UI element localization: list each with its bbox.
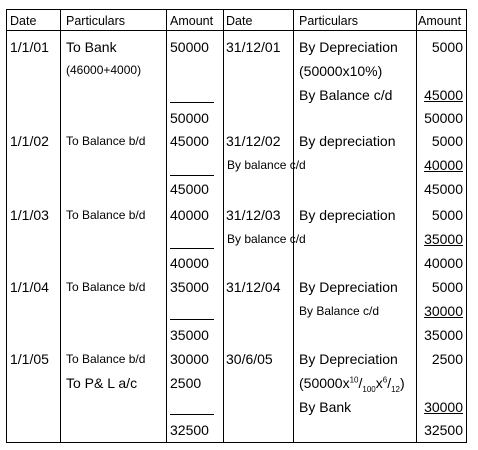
credit-total: 40000 — [424, 255, 463, 271]
debit-particulars: To Balance b/d — [66, 352, 146, 366]
total-rule — [170, 248, 214, 249]
credit-date: 31/12/04 — [226, 279, 281, 295]
formula-denominator: 100 — [362, 384, 376, 394]
formula-open: (50000x — [299, 375, 350, 391]
credit-date: 31/12/03 — [226, 207, 281, 223]
debit-amount: 35000 — [170, 279, 209, 295]
credit-particulars: By Bank — [299, 399, 352, 415]
debit-date: 1/1/02 — [10, 133, 49, 149]
formula-numerator: 6 — [382, 375, 388, 385]
formula-numerator: 10 — [349, 375, 359, 385]
credit-total: 50000 — [424, 110, 463, 126]
credit-total: 45000 — [424, 181, 463, 197]
credit-amount: 5000 — [431, 39, 463, 55]
debit-particulars: To Bank — [66, 39, 117, 55]
debit-date: 1/1/01 — [10, 39, 49, 55]
column-divider — [166, 10, 167, 442]
credit-particulars: By balance c/d — [227, 158, 306, 172]
debit-total: 35000 — [170, 327, 209, 343]
column-divider — [223, 10, 224, 442]
credit-date: 31/12/01 — [226, 39, 281, 55]
debit-total: 50000 — [170, 110, 209, 126]
credit-amount: 30000 — [424, 399, 463, 415]
credit-amount: 5000 — [431, 133, 463, 149]
debit-date: 1/1/03 — [10, 207, 49, 223]
credit-amount: 2500 — [431, 351, 463, 367]
credit-total: 35000 — [424, 327, 463, 343]
debit-amount: 45000 — [170, 133, 209, 149]
credit-date: 30/6/05 — [226, 351, 273, 367]
credit-amount: 5000 — [431, 207, 463, 223]
total-rule — [170, 175, 214, 176]
debit-total: 45000 — [170, 181, 209, 197]
credit-particulars: By depreciation — [299, 133, 396, 149]
credit-particulars: By Depreciation — [299, 39, 398, 55]
header-rule — [7, 30, 466, 31]
credit-amount: 30000 — [424, 303, 463, 319]
credit-particulars: By depreciation — [299, 207, 396, 223]
debit-total: 40000 — [170, 255, 209, 271]
formula-slash: / — [387, 375, 392, 391]
debit-amount: 2500 — [170, 375, 202, 391]
debit-particulars: To Balance b/d — [66, 134, 146, 148]
column-divider — [60, 10, 61, 442]
total-rule — [170, 102, 214, 103]
credit-particulars: By balance c/d — [227, 232, 306, 246]
debit-particulars: To Balance b/d — [66, 208, 146, 222]
header-date-left: Date — [10, 14, 37, 28]
debit-date: 1/1/05 — [10, 351, 49, 367]
debit-amount: 50000 — [170, 39, 209, 55]
credit-particulars: By Depreciation — [299, 279, 398, 295]
formula-close: ) — [400, 375, 405, 391]
credit-amount: 40000 — [424, 157, 463, 173]
credit-total: 32500 — [424, 422, 463, 438]
credit-particulars: By Balance c/d — [299, 87, 393, 103]
debit-note: (46000+4000) — [66, 63, 142, 77]
debit-particulars: To Balance b/d — [66, 280, 146, 294]
column-divider — [293, 10, 294, 442]
credit-particulars: By Depreciation — [299, 351, 398, 367]
credit-amount: 45000 — [424, 87, 463, 103]
total-rule — [170, 414, 214, 415]
formula-times: x — [375, 375, 383, 391]
credit-particulars: By Balance c/d — [299, 304, 380, 318]
credit-amount: 35000 — [424, 231, 463, 247]
credit-amount: 5000 — [431, 279, 463, 295]
total-rule — [170, 319, 214, 320]
ledger-table — [6, 9, 467, 443]
debit-total: 32500 — [170, 422, 209, 438]
depreciation-formula — [299, 375, 405, 394]
header-particulars-right: Particulars — [299, 14, 359, 28]
debit-date: 1/1/04 — [10, 279, 49, 295]
formula-slash: / — [358, 375, 363, 391]
header-amount-left: Amount — [170, 14, 214, 28]
credit-note: (50000x10%) — [299, 63, 383, 79]
header-particulars-left: Particulars — [66, 14, 126, 28]
debit-amount: 30000 — [170, 351, 209, 367]
formula-denominator: 12 — [391, 384, 400, 394]
debit-amount: 40000 — [170, 207, 209, 223]
column-divider — [416, 10, 417, 442]
header-amount-right: Amount — [418, 14, 462, 28]
debit-particulars: To P& L a/c — [66, 375, 138, 391]
credit-date: 31/12/02 — [226, 133, 281, 149]
header-date-right: Date — [226, 14, 253, 28]
